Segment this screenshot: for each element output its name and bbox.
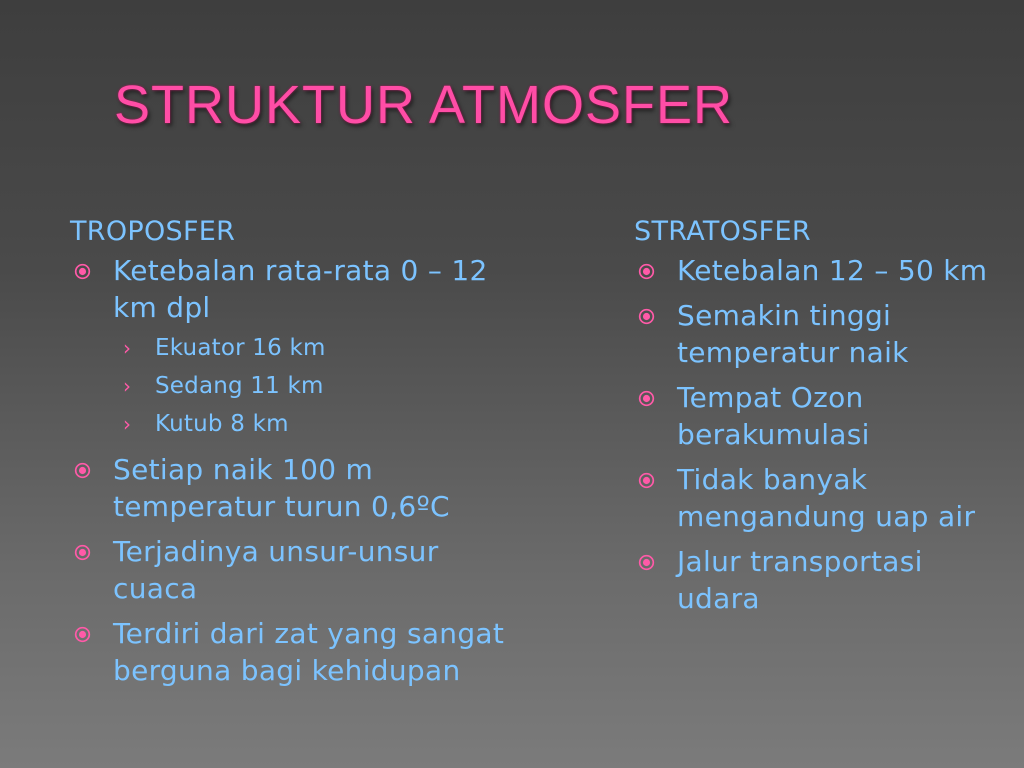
bullet-item xyxy=(634,379,1004,453)
bullet-item xyxy=(70,615,520,689)
target-bullet-icon xyxy=(638,263,655,280)
troposfer-heading: TROPOSFER xyxy=(70,216,236,247)
bullet-text: Ketebalan rata-rata 0 – 12 km dpl xyxy=(113,254,488,324)
bullet-item xyxy=(70,252,520,443)
bullet-item xyxy=(634,461,1004,535)
target-bullet-icon xyxy=(74,462,91,479)
chevron-right-icon: › xyxy=(123,412,132,436)
stratosfer-column xyxy=(634,214,1004,625)
bullet-text: Ketebalan 12 – 50 km xyxy=(677,254,988,287)
target-bullet-icon xyxy=(638,308,655,325)
bullet-text: Terdiri dari zat yang sangat berguna bagi kehidupan xyxy=(113,617,505,687)
bullet-text: Tempat Ozon berakumulasi xyxy=(677,381,870,451)
sub-item-kutub xyxy=(113,405,520,443)
bullet-item xyxy=(634,543,1004,617)
sub-item-ekuator xyxy=(113,329,520,367)
target-bullet-icon xyxy=(74,626,91,643)
sub-item-text: Kutub 8 km xyxy=(155,411,289,437)
target-bullet-icon xyxy=(74,544,91,561)
chevron-right-icon: › xyxy=(123,374,132,398)
troposfer-bullet-list xyxy=(70,252,520,689)
sub-item-text: Ekuator 16 km xyxy=(155,335,326,361)
target-bullet-icon xyxy=(638,554,655,571)
target-bullet-icon xyxy=(74,263,91,280)
bullet-text: Tidak banyak mengandung uap air xyxy=(677,463,976,533)
sub-item-sedang xyxy=(113,367,520,405)
bullet-item xyxy=(70,533,520,607)
chevron-right-icon: › xyxy=(123,336,132,360)
troposfer-column xyxy=(70,214,520,697)
bullet-item xyxy=(634,252,1004,289)
bullet-text: Semakin tinggi temperatur naik xyxy=(677,299,909,369)
stratosfer-heading: STRATOSFER xyxy=(634,216,811,247)
target-bullet-icon xyxy=(638,390,655,407)
bullet-item xyxy=(634,297,1004,371)
bullet-text: Jalur transportasi udara xyxy=(677,545,923,615)
slide-title: STRUKTUR ATMOSFER xyxy=(114,75,734,135)
climate-zone-sublist xyxy=(113,329,520,443)
bullet-text: Terjadinya unsur-unsur cuaca xyxy=(113,535,439,605)
target-bullet-icon xyxy=(638,472,655,489)
stratosfer-bullet-list xyxy=(634,252,1004,617)
bullet-text: Setiap naik 100 m temperatur turun 0,6ºC xyxy=(113,453,450,523)
bullet-item xyxy=(70,451,520,525)
sub-item-text: Sedang 11 km xyxy=(155,373,324,399)
